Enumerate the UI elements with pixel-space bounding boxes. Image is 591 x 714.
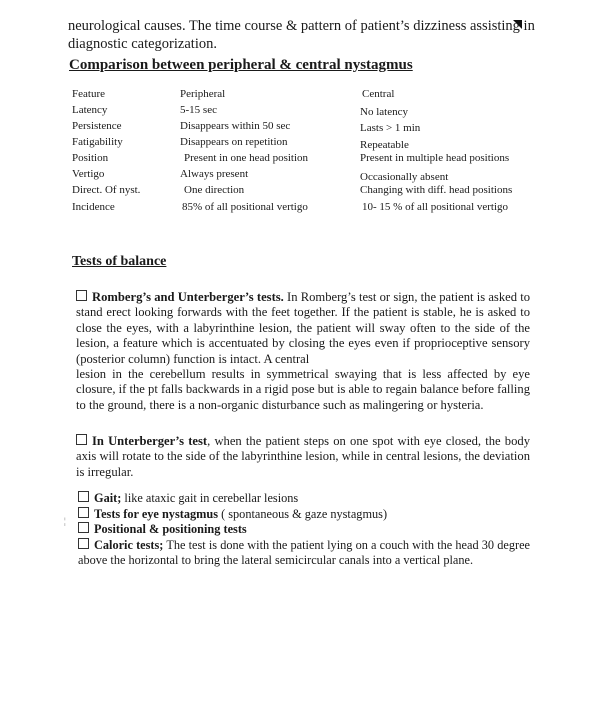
comparison-heading: Comparison between peripheral & central nystagmus	[69, 57, 413, 73]
table-cell: Feature	[72, 88, 105, 100]
table-cell: Changing with diff. head positions	[360, 184, 513, 196]
table-cell: Latency	[72, 104, 108, 116]
table-cell: Central	[362, 88, 395, 100]
balance-test-list	[78, 491, 530, 569]
checkbox-icon	[78, 491, 89, 502]
table-cell: Present in multiple head positions	[360, 152, 510, 164]
table-cell: Disappears within 50 sec	[180, 120, 291, 132]
checkbox-icon	[76, 434, 87, 445]
checkbox-icon	[78, 522, 89, 533]
list-item: Tests for eye nystagmus ( spontaneous & gaze nystagmus)	[78, 507, 530, 523]
unterberger-text: , when the patient steps on one spot with eye closed, the body axis will rotate to the side of the labyrinthine lesion, while in central lesions, the deviation is irregular.	[76, 434, 530, 479]
checkbox-icon	[78, 538, 89, 549]
list-item: Gait; like ataxic gait in cerebellar lesions	[78, 491, 530, 507]
table-cell: Repeatable	[360, 139, 409, 151]
table-cell: 85% of all positional vertigo	[182, 201, 308, 213]
table-cell: Persistence	[72, 120, 122, 132]
table-cell: 5-15 sec	[180, 104, 217, 116]
list-item: Positional & positioning tests	[78, 522, 530, 538]
romberg-title: Romberg’s and Unterberger’s tests.	[92, 290, 284, 304]
romberg-paragraph	[76, 290, 530, 413]
table-cell: Always present	[180, 168, 249, 180]
table-cell: Fatigability	[72, 136, 123, 148]
balance-heading: Tests of balance	[72, 254, 167, 269]
table-cell: Lasts > 1 min	[360, 122, 421, 134]
checkbox-icon	[76, 290, 87, 301]
unterberger-paragraph	[76, 434, 530, 480]
intro-text: neurological causes. The time course & pattern of patient’s dizziness assisting in diagnostic categorization.	[68, 18, 535, 52]
page-corner-mark	[513, 20, 522, 29]
table-cell: Peripheral	[180, 88, 226, 100]
table-cell: Vertigo	[72, 168, 105, 180]
table-cell: Direct. Of nyst.	[72, 184, 141, 196]
table-cell: Present in one head position	[184, 152, 309, 164]
romberg-text: In Romberg’s test or sign, the patient is asked to stand erect looking forwards with the feet together. If the patient is stable, he is asked to close the eyes, with a labyrinthine lesion, the patient will sway often to the side of the lesion, a feature which is accentuated by closing the eyes even if proprioceptive sensory (posterior column) function is intact. A central	[76, 290, 530, 366]
list-item: Caloric tests; The test is done with the patient lying on a couch with the head 30 degree above the horizontal to bring the lateral semicircular canals into a vertical plane.	[78, 537, 530, 567]
checkbox-icon	[78, 507, 89, 518]
table-cell: No latency	[360, 106, 408, 118]
table-cell: Position	[72, 152, 109, 164]
table-cell: Disappears on repetition	[180, 136, 288, 148]
margin-mark: ¦	[64, 516, 66, 526]
table-cell: Occasionally absent	[360, 171, 449, 183]
table-cell: Incidence	[72, 201, 115, 213]
table-cell: 10- 15 % of all positional vertigo	[362, 201, 509, 213]
table-cell: One direction	[184, 184, 245, 196]
romberg-text-continued: lesion in the cerebellum results in symmetrical swaying that is less affected by eye closure, if the pt falls backwards in a rigid pose but is able to regain balance before falling to the ground, there is a non-organic disturbance such as malingering or hysteria.	[76, 367, 530, 412]
unterberger-title: In Unterberger’s test	[92, 434, 208, 448]
